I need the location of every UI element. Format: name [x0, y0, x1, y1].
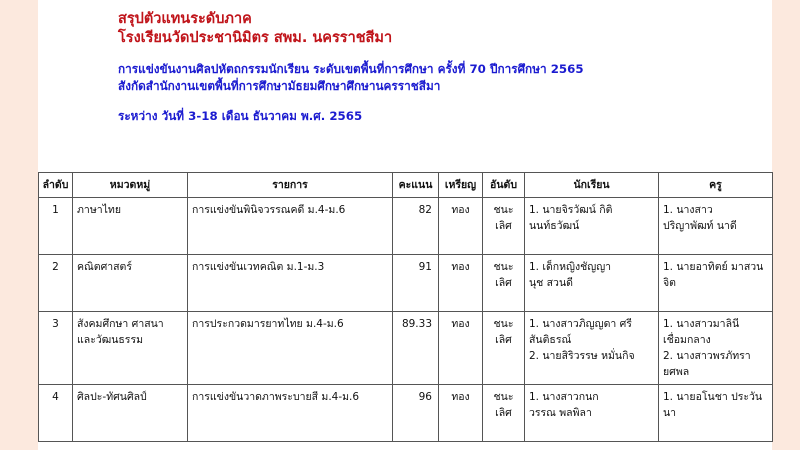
cell-rank-line: เลิศ [495, 334, 512, 346]
col-header-rank: อันดับ [483, 173, 525, 198]
subtitle-line-1: การแข่งขันงานศิลปหัตถกรรมนักเรียน ระดับเขตพื้นที่การศึกษา ครั้งที่ 70 ปีการศึกษา 2565 [118, 62, 584, 76]
cell-rank [483, 312, 525, 385]
cell-students-line: วรรณ พลพิลา [529, 407, 592, 419]
title-line-2: โรงเรียนวัดประชานิมิตร สพม. นครราชสีมา [118, 30, 393, 46]
document-page [38, 0, 772, 450]
col-header-students: นักเรียน [525, 173, 659, 198]
cell-score: 82 [393, 198, 439, 255]
cell-medal: ทอง [439, 198, 483, 255]
results-table [38, 172, 773, 442]
cell-rank-line: ชนะ [493, 391, 514, 403]
col-header-event: รายการ [188, 173, 393, 198]
col-header-medal: เหรียญ [439, 173, 483, 198]
cell-medal: ทอง [439, 255, 483, 312]
cell-teachers-line: 1. นางสาว [663, 204, 713, 216]
cell-rank-line: เลิศ [495, 220, 512, 232]
cell-teachers-line: เชื่อมกลาง [663, 334, 711, 346]
col-header-score: คะแนน [393, 173, 439, 198]
col-header-category: หมวดหมู่ [73, 173, 188, 198]
cell-rank-line: ชนะ [493, 318, 514, 330]
cell-students [525, 385, 659, 442]
cell-teachers-line: 1. นายอาทิตย์ มาสวน [663, 261, 764, 273]
col-header-teachers: ครู [659, 173, 773, 198]
cell-rank-line: ชนะ [493, 261, 514, 273]
cell-score: 96 [393, 385, 439, 442]
cell-score: 91 [393, 255, 439, 312]
cell-event: การประกวดมารยาทไทย ม.4-ม.6 [188, 312, 393, 385]
cell-teachers-line: 1. นางสาวมาลินี [663, 318, 740, 330]
cell-score: 89.33 [393, 312, 439, 385]
subtitle-line-2: สังกัดสำนักงานเขตพื้นที่การศึกษามัธยมศึกษาศึกษานครราชสีมา [118, 79, 441, 93]
cell-event: การแข่งขันวาดภาพระบายสี ม.4-ม.6 [188, 385, 393, 442]
cell-rank [483, 198, 525, 255]
cell-teachers-line: 2. นางสาวพรภัทรา [663, 350, 751, 362]
cell-no: 3 [39, 312, 73, 385]
cell-category: ภาษาไทย [73, 198, 188, 255]
cell-teachers-line: ปริญาพัฒท์ นาดี [663, 220, 737, 232]
cell-students-line: 1. นางสาวภิญญดา ศรี [529, 318, 632, 330]
date-line: ระหว่าง วันที่ 3-18 เดือน ธันวาคม พ.ศ. 2565 [118, 109, 363, 123]
col-header-no: ลำดับ [39, 173, 73, 198]
cell-teachers [659, 312, 773, 385]
cell-students-line: 1. นางสาวกนก [529, 391, 599, 403]
cell-no: 2 [39, 255, 73, 312]
cell-teachers [659, 255, 773, 312]
cell-rank-line: เลิศ [495, 277, 512, 289]
document-header [118, 10, 758, 125]
cell-event: การแข่งขันเวทคณิต ม.1-ม.3 [188, 255, 393, 312]
cell-students [525, 312, 659, 385]
cell-category: คณิตศาสตร์ [73, 255, 188, 312]
cell-students-line: นุช สวนดี [529, 277, 573, 289]
cell-rank-line: ชนะ [493, 204, 514, 216]
cell-teachers-line: จิต [663, 277, 676, 289]
table-header-row [39, 173, 773, 198]
cell-rank [483, 385, 525, 442]
cell-students-line: 1. เด็กหญิงชัญญา [529, 261, 612, 273]
cell-students-line: 2. นายสิริวรรษ หมั่นกิจ [529, 350, 635, 362]
cell-category: ศิลปะ-ทัศนศิลป์ [73, 385, 188, 442]
cell-teachers-line: ยศพล [663, 366, 690, 378]
table-row [39, 198, 773, 255]
cell-no: 1 [39, 198, 73, 255]
cell-teachers-line: นา [663, 407, 677, 419]
cell-students [525, 255, 659, 312]
cell-no: 4 [39, 385, 73, 442]
table-row [39, 385, 773, 442]
cell-students-line: นนท์ธวัฒน์ [529, 220, 580, 232]
cell-teachers [659, 385, 773, 442]
title-line-1: สรุปตัวแทนระดับภาค [118, 11, 252, 27]
cell-teachers-line: 1. นายอโนชา ประวัน [663, 391, 763, 403]
cell-medal: ทอง [439, 385, 483, 442]
cell-students [525, 198, 659, 255]
cell-medal: ทอง [439, 312, 483, 385]
cell-event: การแข่งขันพินิจวรรณคดี ม.4-ม.6 [188, 198, 393, 255]
cell-rank [483, 255, 525, 312]
cell-teachers [659, 198, 773, 255]
cell-rank-line: เลิศ [495, 407, 512, 419]
table-row [39, 255, 773, 312]
cell-students-line: 1. นายจิรวัฒน์ กิติ [529, 204, 613, 216]
cell-category: สังคมศึกษา ศาสนา และวัฒนธรรม [73, 312, 188, 385]
cell-students-line: สันติธรณ์ [529, 334, 572, 346]
table-row [39, 312, 773, 385]
